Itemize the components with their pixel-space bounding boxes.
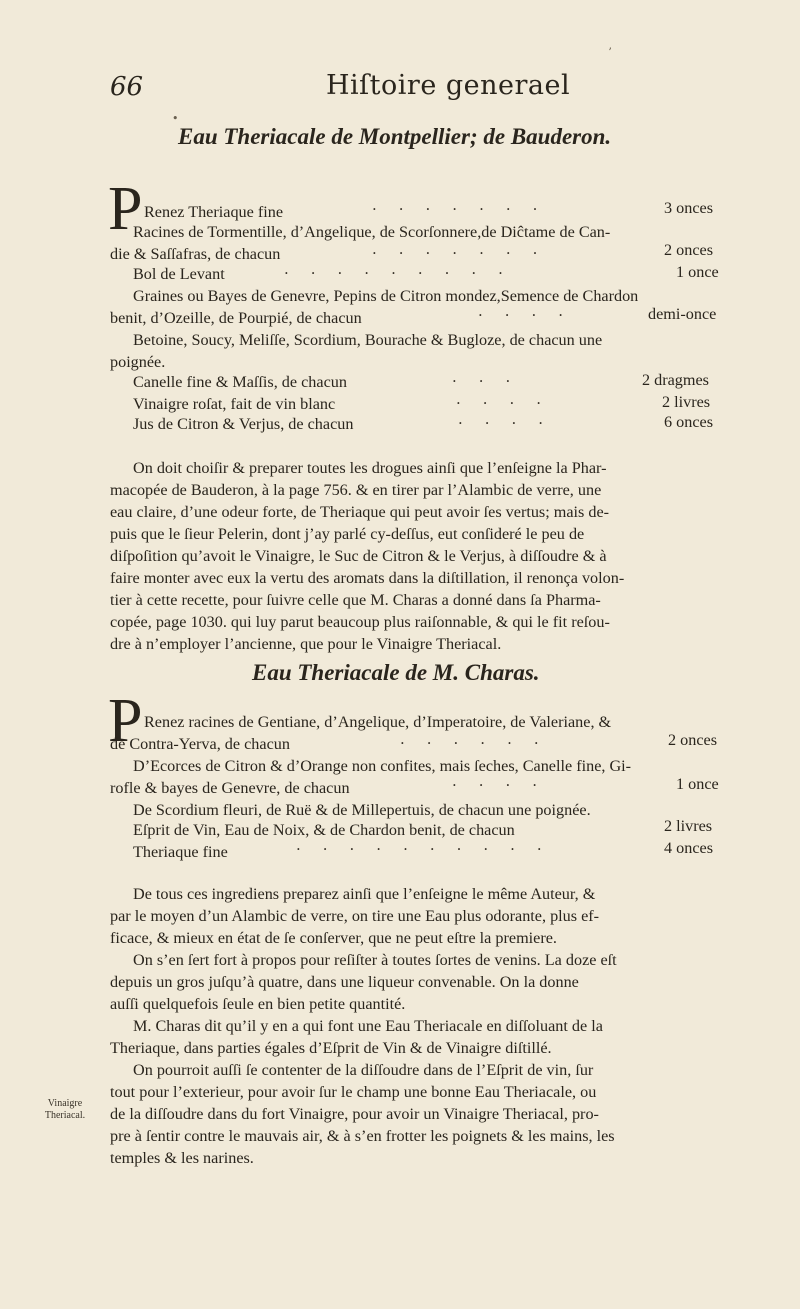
leader-dots: ······· xyxy=(372,200,560,218)
marginal-note-line: Vinaigre xyxy=(47,1098,83,1109)
paragraph-line: copée, page 1030. qui luy parut beaucoup plus raiſonnable, & qui le fit reſou- xyxy=(110,613,610,631)
recipe-line: benit, d’Ozeille, de Pourpié, de chacun xyxy=(110,309,362,327)
quantity: 2 dragmes xyxy=(642,371,709,389)
paragraph-line: M. Charas dit qu’il y en a qui font une Eau Theriacale en diſſoluant de la xyxy=(133,1017,603,1035)
quantity: demi-once xyxy=(648,305,717,323)
paragraph-line: On doit choiſir & preparer toutes les drogues ainſi que l’enſeigne la Phar- xyxy=(133,459,607,477)
paragraph-line: de la diſſoudre dans du fort Vinaigre, pour avoir un Vinaigre Theriacal, pro- xyxy=(110,1105,599,1123)
leader-dots: ······· xyxy=(372,244,560,262)
recipe-line: Theriaque fine xyxy=(133,843,228,861)
leader-dots: ········· xyxy=(284,264,525,282)
quantity: 2 livres xyxy=(662,393,711,411)
recipe-line: Renez Theriaque fine xyxy=(144,203,284,221)
quantity: 4 onces xyxy=(664,839,713,857)
page-number: 66 xyxy=(110,72,144,102)
paragraph-line: tier à cette recette, pour ſuivre celle que M. Charas a donné dans ſa Pharma- xyxy=(110,591,601,609)
paragraph-line: diſpoſition qu’avoit le Vinaigre, le Suc de Citron & le Verjus, à diſſoudre & à xyxy=(110,547,607,565)
leader-dots: ···· xyxy=(456,394,564,412)
quantity: 2 onces xyxy=(664,241,713,259)
paragraph-line: On pourroit auſſi ſe contenter de la diſſoudre dans de l’Eſprit de vin, ſur xyxy=(133,1061,594,1079)
paragraph-line: eau claire, d’une odeur forte, de Theriaque qui peut avoir ſes vertus; mais de- xyxy=(110,503,610,521)
page-header xyxy=(0,72,800,112)
paragraph-line: De tous ces ingrediens preparez ainſi que l’enſeigne le même Auteur, & xyxy=(133,885,596,903)
recipe-line: Eſprit de Vin, Eau de Noix, & de Chardon benit, de chacun xyxy=(133,821,515,839)
recipe-line: D’Ecorces de Citron & d’Orange non confites, mais ſeches, Canelle fine, Gi- xyxy=(133,757,632,775)
leader-dots: ···· xyxy=(478,306,586,324)
running-title: Hiſtoire generael xyxy=(326,70,571,101)
paragraph-line: Theriaque, dans parties égales d’Eſprit de Vin & de Vinaigre diſtillé. xyxy=(110,1039,552,1057)
recipe-line: die & Saſſafras, de chacun xyxy=(110,245,281,263)
recipe-line: Racines de Tormentille, d’Angelique, de Scorſonnere,de Diĉtame de Can- xyxy=(133,223,611,241)
leader-dots: ·········· xyxy=(296,840,564,858)
paragraph-line: auſſi quelquefois ſeule en bien petite quantité. xyxy=(110,995,406,1013)
paragraph-line: depuis un gros juſqu’à quatre, dans une liqueur convenable. On la donne xyxy=(110,973,579,991)
recipe-line: Vinaigre roſat, fait de vin blanc xyxy=(133,395,336,413)
paragraph-line: dre à n’employer l’ancienne, que pour le Vinaigre Theriacal. xyxy=(110,635,502,653)
drop-cap: P xyxy=(108,175,143,243)
paragraph-line: macopée de Bauderon, à la page 756. & en tirer par l’Alambic de verre, une xyxy=(110,481,602,499)
paragraph-line: pre à ſentir contre le mauvais air, & à s’en frotter les poignets & les mains, les xyxy=(110,1127,615,1145)
paragraph-line: puis que le ſieur Pelerin, dont j’ay parlé cy-deſſus, eut conſideré le peu de xyxy=(110,525,585,543)
quantity: 1 once xyxy=(676,775,719,793)
quantity: 1 once xyxy=(676,263,719,281)
leader-dots: ······ xyxy=(400,734,561,752)
paragraph-line: temples & les narines. xyxy=(110,1149,254,1167)
quantity: 2 livres xyxy=(664,817,713,835)
recipe-line: Renez racines de Gentiane, d’Angelique, d’Imperatoire, de Valeriane, & xyxy=(144,713,612,731)
recipe-line: Bol de Levant xyxy=(133,265,225,283)
marginal-note xyxy=(30,1098,100,1122)
section-title-montpellier: Eau Theriacale de Montpellier; de Bauderon. xyxy=(178,124,612,149)
recipe-line: poignée. xyxy=(110,353,166,371)
marginal-note-line: Theriacal. xyxy=(44,1110,86,1121)
section-title-charas: Eau Theriacale de M. Charas. xyxy=(252,660,540,685)
recipe-line: de Contra-Yerva, de chacun xyxy=(110,735,290,753)
paragraph-line: par le moyen d’un Alambic de verre, on tire une Eau plus odorante, plus ef- xyxy=(110,907,600,925)
quantity: 3 onces xyxy=(664,199,713,217)
paragraph-line: faire monter avec eux la vertu des aromats dans la diſtillation, il renonça volon- xyxy=(110,569,625,587)
quantity: 2 onces xyxy=(668,731,717,749)
recipe-line: Jus de Citron & Verjus, de chacun xyxy=(133,415,354,433)
recipe-line: De Scordium fleuri, de Ruë & de Millepertuis, de chacun une poignée. xyxy=(133,801,591,819)
recipe-line: rofle & bayes de Genevre, de chacun xyxy=(110,779,350,797)
ink-mark: • xyxy=(172,112,179,125)
quantity: 6 onces xyxy=(664,413,713,431)
paragraph-line: ficace, & mieux en état de ſe conſerver, que ne peut eſtre la premiere. xyxy=(110,929,557,947)
leader-dots: ···· xyxy=(452,776,560,794)
drop-cap: P xyxy=(108,687,143,755)
paragraph-line: tout pour l’exterieur, pour avoir ſur le champ une bonne Eau Theriacale, ou xyxy=(110,1083,597,1101)
recipe-line: Betoine, Soucy, Meliſſe, Scordium, Bourache & Bugloze, de chacun une xyxy=(133,331,603,349)
recipe-line: Canelle fine & Maſſis, de chacun xyxy=(133,373,347,391)
paragraph-line: On s’en ſert fort à propos pour reſiſter à toutes ſortes de venins. La doze eſt xyxy=(133,951,617,969)
leader-dots: ··· xyxy=(452,372,533,390)
ink-mark: ʼ xyxy=(608,46,612,59)
recipe-line: Graines ou Bayes de Genevre, Pepins de Citron mondez,Semence de Chardon xyxy=(133,287,639,305)
leader-dots: ···· xyxy=(458,414,566,432)
